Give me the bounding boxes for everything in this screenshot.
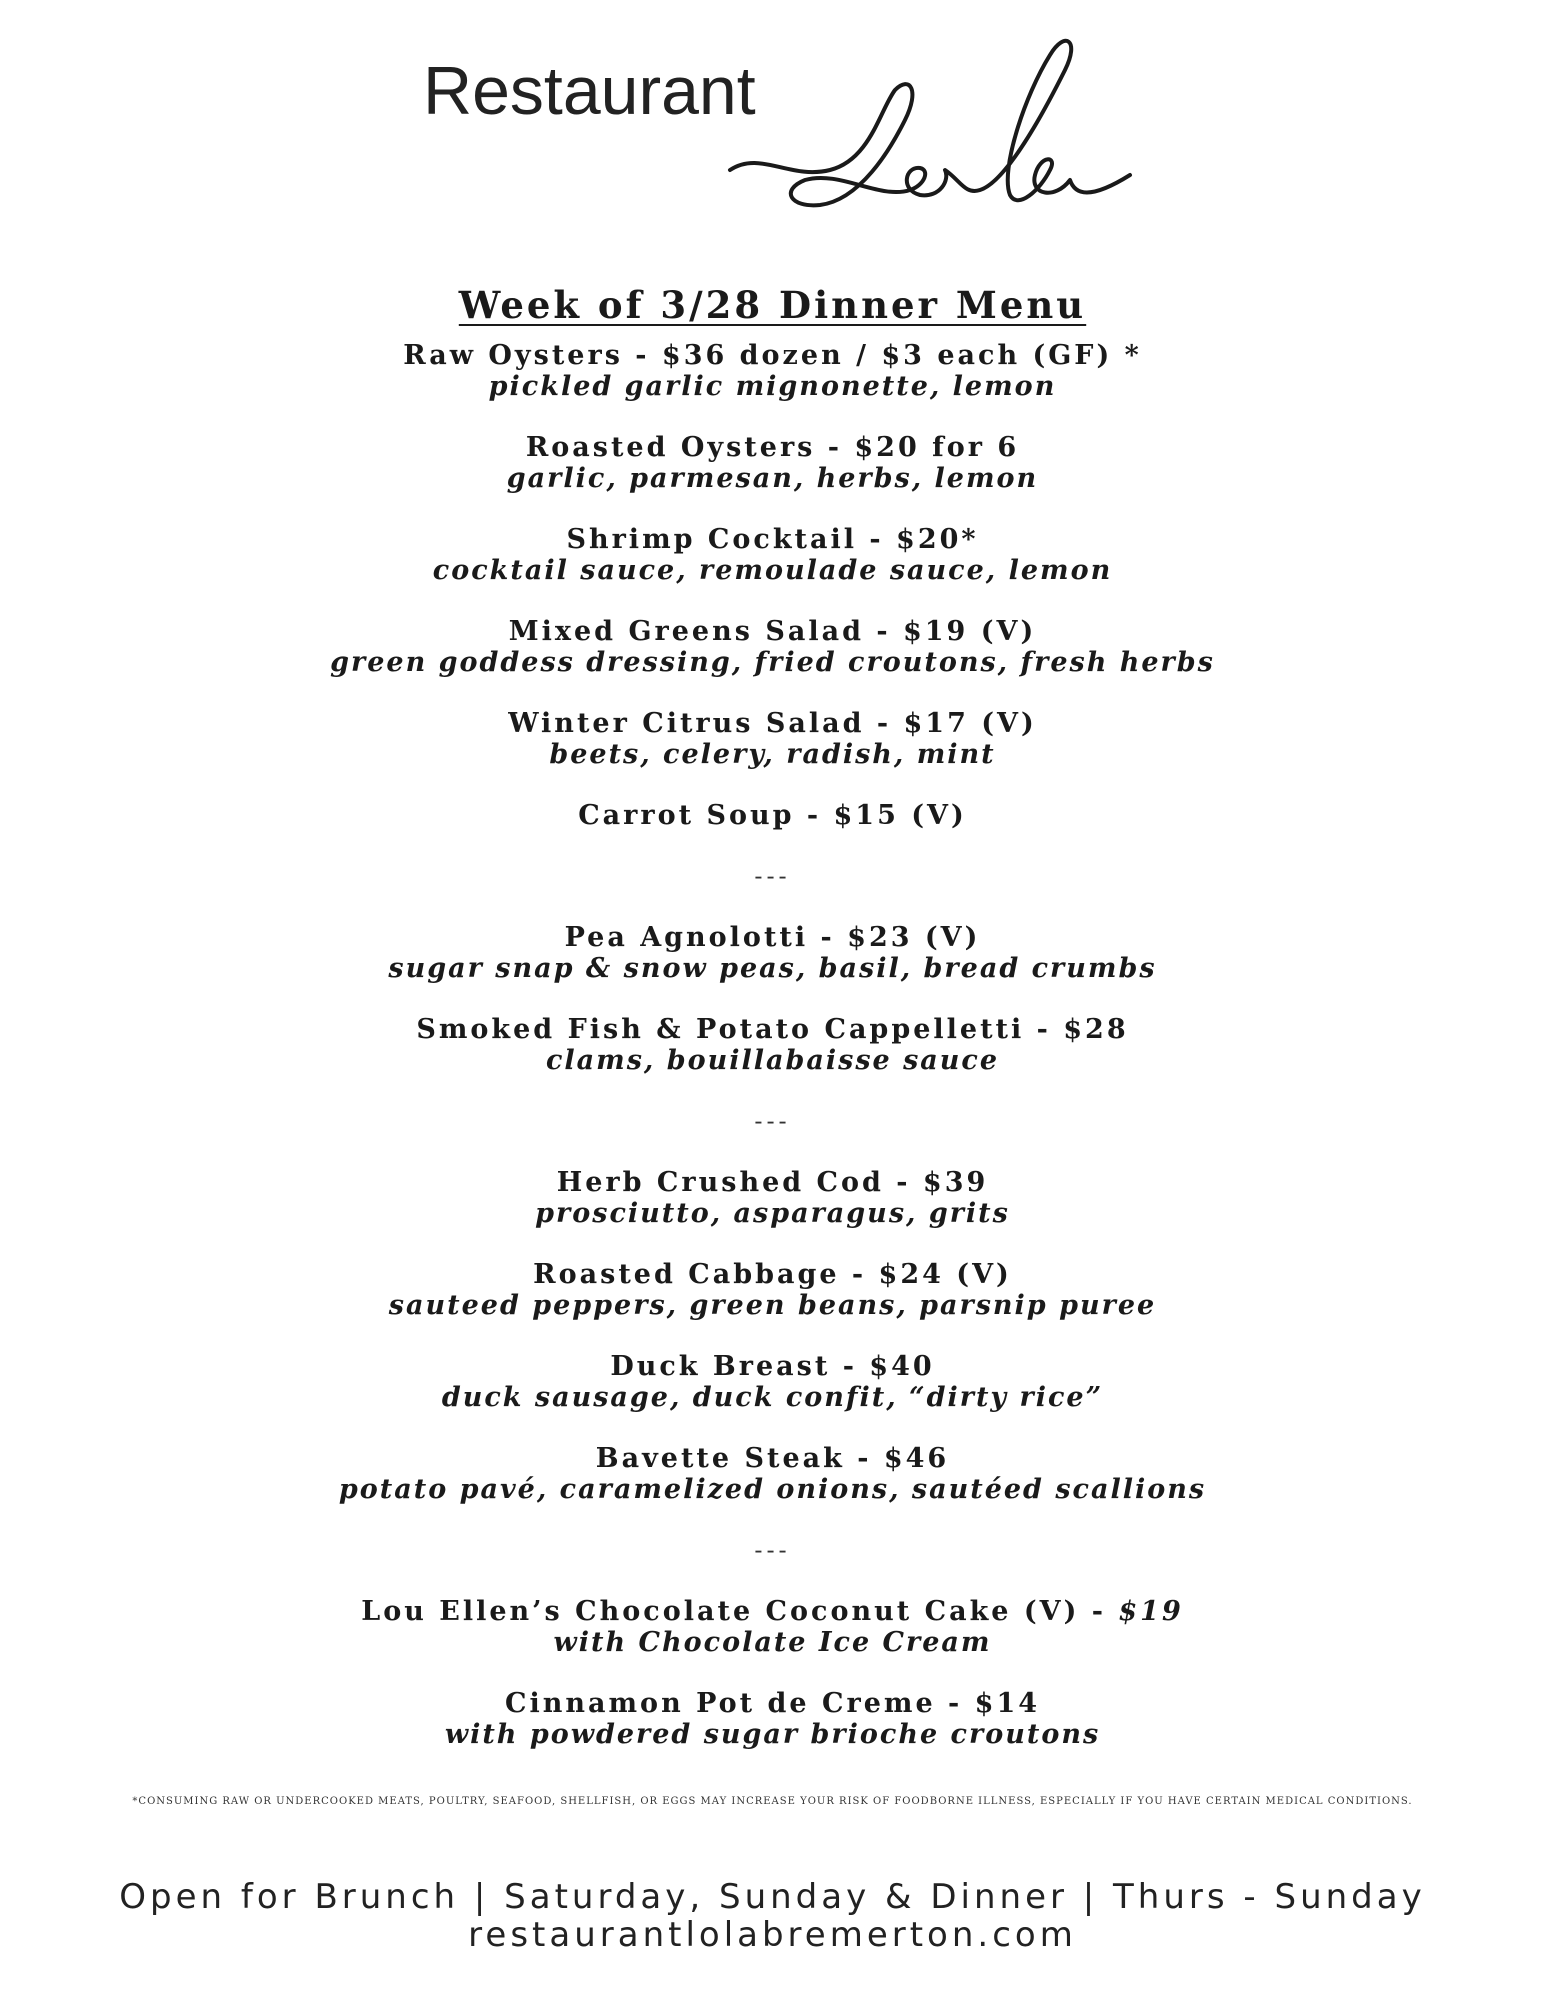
item-name: Pea Agnolotti - $23 (V) <box>564 922 981 953</box>
item-description: with Chocolate Ice Cream <box>553 1627 992 1658</box>
item-description: cocktail sauce, remoulade sauce, lemon <box>432 555 1113 586</box>
hours-text: Open for Brunch | Saturday, Sunday & Dinner | Thurs - Sunday <box>119 1877 1426 1917</box>
section-separator: --- <box>754 1107 791 1135</box>
item-description: with powdered sugar brioche croutons <box>444 1719 1101 1750</box>
item-description: sauteed peppers, green beans, parsnip puree <box>388 1290 1157 1321</box>
menu-item <box>0 1259 1545 1321</box>
item-name: Duck Breast - $40 <box>610 1351 935 1382</box>
item-name: Roasted Cabbage - $24 (V) <box>533 1259 1012 1290</box>
menu-title: Week of 3/28 Dinner Menu <box>458 283 1087 327</box>
item-name: Bavette Steak - $46 <box>595 1443 950 1474</box>
menu-item <box>0 1014 1545 1076</box>
menu-item <box>0 340 1545 402</box>
menu-item <box>0 1351 1545 1413</box>
menu-item <box>0 432 1545 494</box>
menu-item <box>0 1688 1545 1750</box>
logo-script-lola <box>720 30 1140 230</box>
item-description: green goddess dressing, fried croutons, fresh herbs <box>330 647 1215 678</box>
menu-item <box>0 1167 1545 1229</box>
website-text: restaurantlolabremerton.com <box>468 1915 1077 1955</box>
item-name: Smoked Fish & Potato Cappelletti - $28 <box>416 1014 1129 1045</box>
item-description: duck sausage, duck confit, “dirty rice” <box>441 1382 1104 1413</box>
item-name: Shrimp Cocktail - $20* <box>566 524 979 555</box>
restaurant-logo <box>0 0 1545 260</box>
menu-item <box>0 1443 1545 1505</box>
item-description: clams, bouillabaisse sauce <box>545 1045 1000 1076</box>
item-description: garlic, parmesan, herbs, lemon <box>506 463 1039 494</box>
logo-wordmark: Restaurant <box>423 53 756 129</box>
item-name: Mixed Greens Salad - $19 (V) <box>508 616 1037 647</box>
menu-item <box>0 708 1545 770</box>
item-name <box>0 1596 1545 1627</box>
item-name: Carrot Soup - $15 (V) <box>578 800 967 831</box>
item-description: pickled garlic mignonette, lemon <box>488 371 1057 402</box>
item-name: Winter Citrus Salad - $17 (V) <box>508 708 1037 739</box>
item-description: sugar snap & snow peas, basil, bread crumbs <box>388 953 1157 984</box>
item-description: potato pavé, caramelized onions, sautéed scallions <box>338 1474 1207 1505</box>
menu-content <box>0 280 1545 1750</box>
section-separator: --- <box>754 862 791 890</box>
item-name-text: Lou Ellen’s Chocolate Coconut Cake (V) - <box>361 1596 1119 1627</box>
item-description: beets, celery, radish, mint <box>549 739 996 770</box>
menu-item <box>0 800 1545 831</box>
food-safety-disclaimer: *CONSUMING RAW OR UNDERCOOKED MEATS, POULTRY, SEAFOOD, SHELLFISH, OR EGGS MAY INCREASE YOUR RISK OF FOODBORNE ILLNESS, ESPECIALLY IF YOU HAVE CERTAIN MEDICAL CONDITIONS. <box>132 1796 1413 1807</box>
section-separator: --- <box>754 1536 791 1564</box>
footer <box>0 1878 1545 1954</box>
menu-item <box>0 616 1545 678</box>
menu-item <box>0 1596 1545 1658</box>
item-name: Raw Oysters - $36 dozen / $3 each (GF) * <box>403 340 1142 371</box>
item-name: Cinnamon Pot de Creme - $14 <box>504 1688 1041 1719</box>
item-name: Herb Crushed Cod - $39 <box>556 1167 989 1198</box>
item-name: Roasted Oysters - $20 for 6 <box>525 432 1020 463</box>
menu-item <box>0 524 1545 586</box>
item-price: $19 <box>1118 1596 1184 1627</box>
item-description: prosciutto, asparagus, grits <box>535 1198 1010 1229</box>
menu-item <box>0 922 1545 984</box>
